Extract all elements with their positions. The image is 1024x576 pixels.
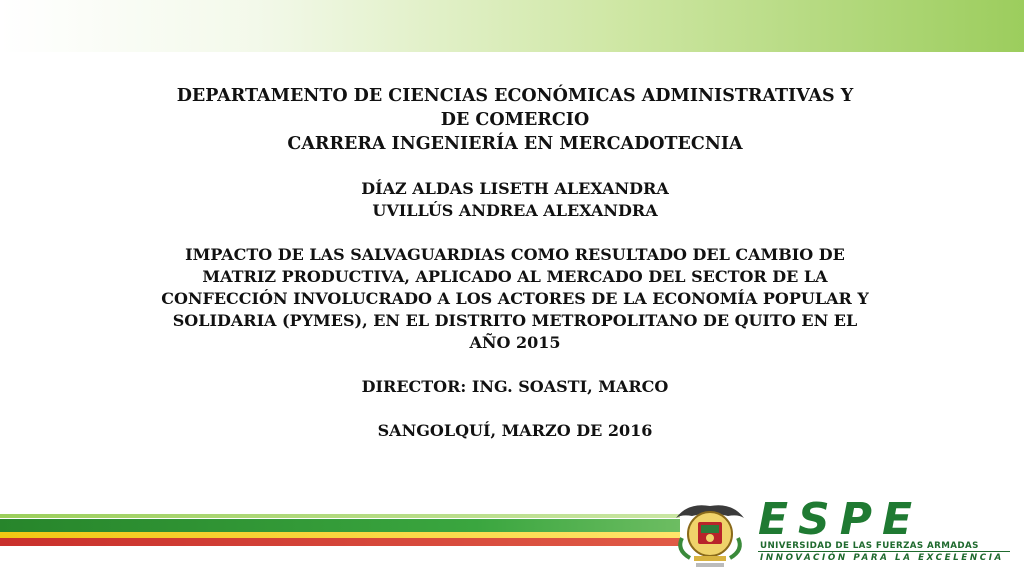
thesis-title-line-2: MATRIZ PRODUCTIVA, APLICADO AL MERCADO DEL SECTOR DE LA <box>202 267 828 286</box>
top-green-band <box>0 0 1024 52</box>
thesis-title-line-3: CONFECCIÓN INVOLUCRADO A LOS ACTORES DE LA ECONOMÍA POPULAR Y <box>161 289 869 308</box>
stripe-light-green <box>0 514 680 518</box>
department-line-1: DEPARTAMENTO DE CIENCIAS ECONÓMICAS ADMINISTRATIVAS Y <box>176 86 854 106</box>
thesis-title-line-1: IMPACTO DE LAS SALVAGUARDIAS COMO RESULTADO DEL CAMBIO DE <box>185 245 845 264</box>
author-2: UVILLÚS ANDREA ALEXANDRA <box>372 201 658 220</box>
university-crest-icon <box>668 498 752 572</box>
logo-divider <box>758 551 1010 552</box>
spacer <box>110 354 920 376</box>
thesis-title-line-4: SOLIDARIA (PYMES), EN EL DISTRITO METROPOLITANO DE QUITO EN EL <box>172 311 858 330</box>
spacer <box>110 398 920 420</box>
director-line: DIRECTOR: ING. SOASTI, MARCO <box>361 377 669 396</box>
stripe-green <box>0 519 680 532</box>
author-1: DÍAZ ALDAS LISETH ALEXANDRA <box>361 179 669 198</box>
place-date-line: SANGOLQUÍ, MARZO DE 2016 <box>377 421 653 440</box>
slide-content <box>110 84 920 442</box>
espe-logo <box>758 494 1014 570</box>
spacer <box>110 222 920 244</box>
logo-subtitle-1: UNIVERSIDAD DE LAS FUERZAS ARMADAS <box>760 541 979 551</box>
logo-subtitle-2: INNOVACIÓN PARA LA EXCELENCIA <box>760 553 1004 563</box>
stripe-red <box>0 538 680 546</box>
department-line-2: DE COMERCIO <box>440 110 590 130</box>
logo-wordmark: ESPE <box>758 494 923 545</box>
bottom-flag-stripes <box>0 514 680 554</box>
thesis-title-line-5: AÑO 2015 <box>469 333 561 352</box>
career-title: CARRERA INGENIERÍA EN MERCADOTECNIA <box>287 134 743 154</box>
spacer <box>110 156 920 178</box>
